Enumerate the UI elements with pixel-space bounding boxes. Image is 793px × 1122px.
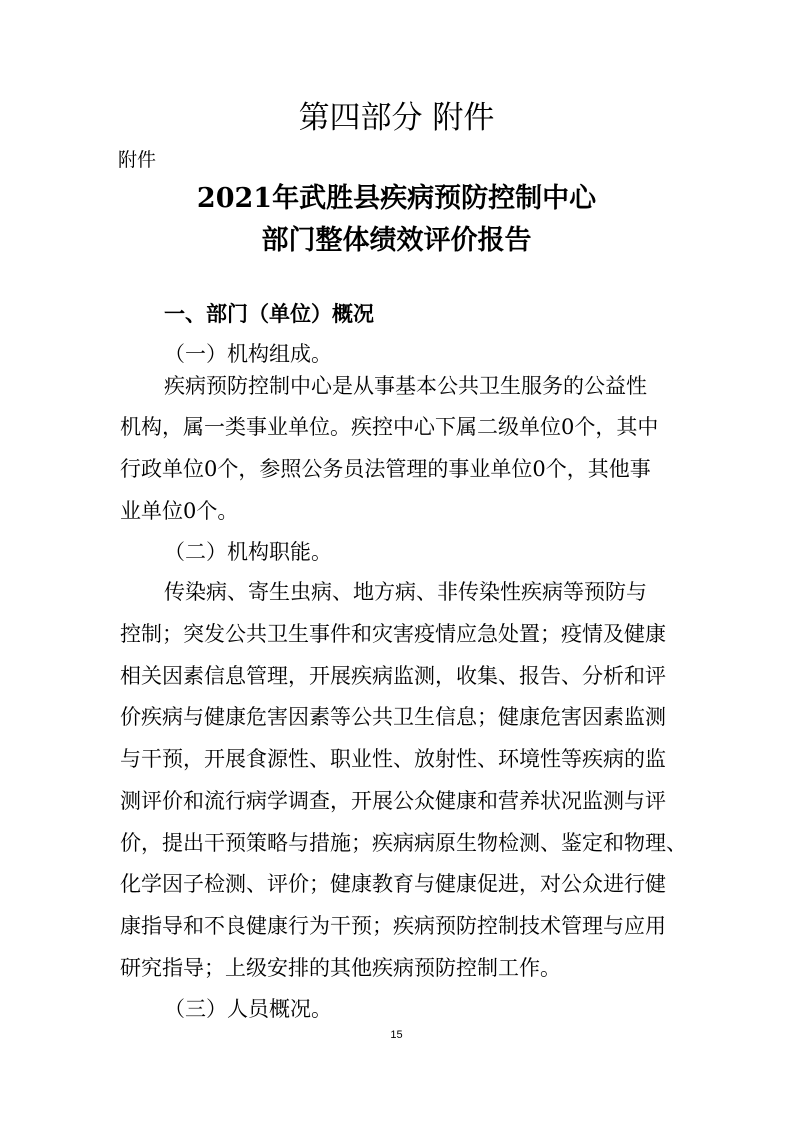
report-title-line-1: 2021年武胜县疾病预防控制中心: [196, 183, 597, 214]
paragraph-line: 康指导和不良健康行为干预；疾病预防控制技术管理与应用: [120, 914, 666, 938]
paragraph-line: 行政单位0个，参照公务员法管理的事业单位0个，其他事: [120, 457, 651, 481]
section-heading: 一、部门（单位）概况: [164, 302, 374, 326]
paragraph-line: 研究指导；上级安排的其他疾病预防控制工作。: [120, 956, 561, 980]
paragraph-line: 化学因子检测、评价；健康教育与健康促进，对公众进行健: [120, 872, 666, 896]
paragraph-line: 相关因素信息管理，开展疾病监测，收集、报告、分析和评: [120, 664, 666, 688]
page-number: 15: [390, 1029, 403, 1041]
paragraph-line: 价疾病与健康危害因素等公共卫生信息；健康危害因素监测: [120, 705, 666, 729]
paragraph-line: 与干预，开展食源性、职业性、放射性、环境性等疾病的监: [120, 747, 666, 771]
paragraph-line: 测评价和流行病学调查，开展公众健康和营养状况监测与评: [120, 789, 666, 813]
paragraph-line: 传染病、寄生虫病、地方病、非传染性疾病等预防与: [164, 580, 647, 604]
paragraph-line: 价，提出干预策略与措施；疾病病原生物检测、鉴定和物理、: [120, 831, 687, 855]
paragraph-line: 疾病预防控制中心是从事基本公共卫生服务的公益性: [164, 374, 647, 398]
paragraph-line: 机构，属一类事业单位。疾控中心下属二级单位0个，其中: [120, 415, 659, 439]
paragraph-line: 控制；突发公共卫生事件和灾害疫情应急处置；疫情及健康: [120, 622, 666, 646]
subsection-heading: （一）机构组成。: [164, 342, 332, 366]
report-title-line-2: 部门整体绩效评价报告: [261, 225, 532, 256]
part-title: 第四部分 附件: [298, 100, 495, 136]
attachment-label: 附件: [118, 149, 157, 171]
paragraph-line: 业单位0个。: [120, 499, 239, 523]
subsection-heading: （三）人员概况。: [164, 997, 332, 1021]
subsection-heading: （二）机构职能。: [164, 540, 332, 564]
